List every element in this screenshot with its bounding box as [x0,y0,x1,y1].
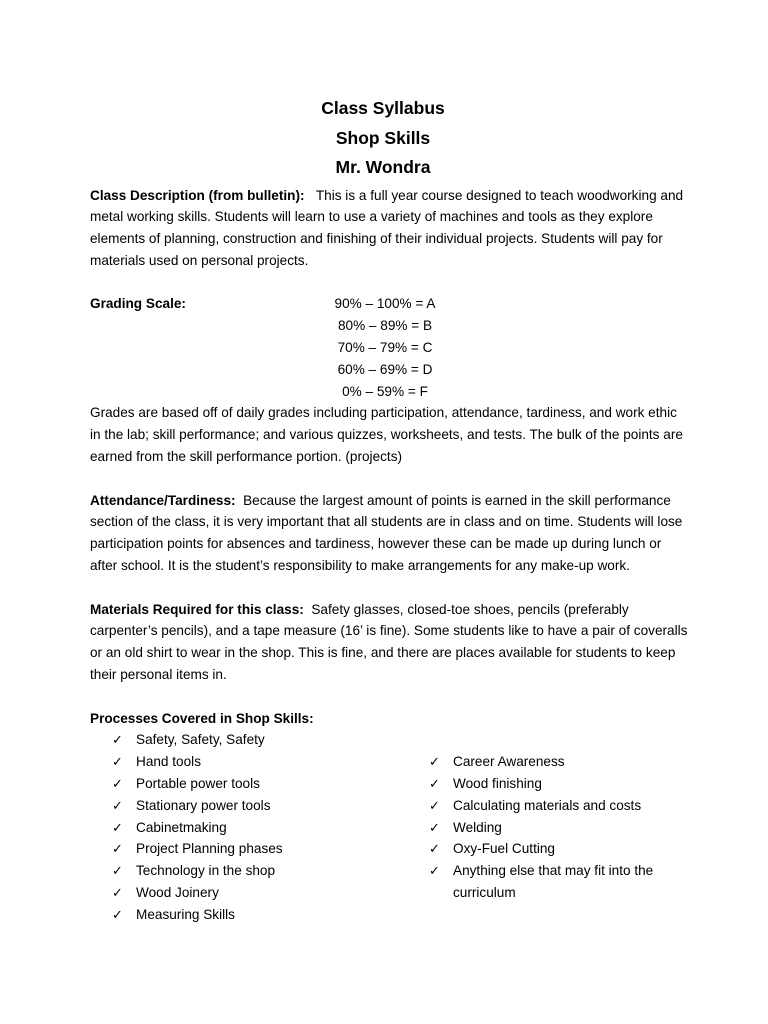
grade-row-a: 90% – 100% = A [334,296,436,312]
spacer [90,686,690,708]
document-title: Class Syllabus [321,98,445,118]
list-item-label: Career Awareness [453,754,565,770]
spacer [90,272,690,294]
list-item-label: Hand tools [136,754,201,770]
materials-section [90,599,690,686]
list-item-label: Technology in the shop [136,863,276,879]
attendance-label: Attendance/Tardiness: [90,492,236,508]
grading-scale-label: Grading Scale: [90,296,186,312]
list-item [429,838,689,860]
checkmark-icon: ✓ [112,885,123,901]
list-item [112,860,402,882]
list-item [112,729,402,751]
checkmark-icon: ✓ [112,863,123,879]
list-item [112,838,402,860]
syllabus-page [90,94,690,949]
grade-row-c: 70% – 79% = C [337,340,433,356]
list-item [429,751,689,773]
checkmark-icon: ✓ [429,841,440,857]
list-item [112,773,402,795]
processes-right-column [429,751,689,904]
checkmark-icon: ✓ [112,732,123,748]
checkmark-icon: ✓ [429,797,440,813]
list-item-label: Welding [453,819,502,835]
list-item [112,795,402,817]
class-description [90,185,690,272]
class-description-label: Class Description (from bulletin): [90,187,305,203]
list-item [112,817,402,839]
list-item [112,882,402,904]
grading-text: Grades are based off of daily grades including participation, attendance, tardiness, and work ethic in the lab; skill performance; and various quizzes, worksheets, and tests. The bulk of the points are earned from the skill performance portion. (projects) [90,405,683,465]
list-item-label: Wood finishing [453,776,542,792]
list-item-label: Safety, Safety, Safety [136,732,265,748]
course-name: Shop Skills [335,127,431,148]
list-item-label: Oxy-Fuel Cutting [453,841,555,857]
checkmark-icon: ✓ [112,906,123,922]
checkmark-icon: ✓ [112,797,123,813]
checkmark-icon: ✓ [112,819,123,835]
attendance-section [90,490,690,577]
processes-left-column [112,729,402,925]
checkmark-icon: ✓ [429,819,440,835]
checkmark-icon: ✓ [112,754,123,770]
grade-row-f: 0% – 59% = F [342,383,428,399]
list-item-label: Stationary power tools [136,797,271,813]
processes-list [90,729,690,949]
checkmark-icon: ✓ [112,841,123,857]
list-item [112,751,402,773]
list-item-label: Portable power tools [136,776,260,792]
grade-row-d: 60% – 69% = D [337,361,433,377]
list-item-label: Measuring Skills [136,906,235,922]
list-item [112,904,402,926]
list-item-label: Project Planning phases [136,841,283,857]
processes-label: Processes Covered in Shop Skills: [90,710,314,726]
spacer [90,577,690,599]
checkmark-icon: ✓ [429,863,440,879]
materials-label: Materials Required for this class: [90,601,304,617]
instructor-name: Mr. Wondra [335,157,431,177]
list-item [429,817,689,839]
materials-text: Safety glasses, closed-toe shoes, pencils (preferably carpenter’s pencils), and a tape measure (16’ is fine). Some students like to have a pair of coveralls or an old shirt to wear in the shop. This is fine, and there are places available for students to keep their personal items in. [90,601,688,683]
grade-list [320,293,450,402]
spacer [90,468,690,490]
list-item-label: Wood Joinery [136,885,219,901]
checkmark-icon: ✓ [429,754,440,770]
attendance-text: Because the largest amount of points is earned in the skill performance section of the class, it is very important that all students are in class and on time. Students will lose participation points for absences and tardiness, however these can be made up during lunch or after school. It is the student’s responsibility to make arrangements for any make-up work. [90,492,683,574]
list-item-label: Anything else that may fit into the curriculum [453,863,654,901]
class-description-text: This is a full year course designed to teach woodworking and metal working skills. Students will learn to use a variety of machines and tools as they explore elements of planning, construction and finishing of their individual projects. Students will pay for materials used on personal projects. [90,187,684,268]
list-item [429,860,689,904]
checkmark-icon: ✓ [112,776,123,792]
checkmark-icon: ✓ [429,776,440,792]
title-block [76,94,690,183]
grading-scale [90,293,690,402]
list-item-label: Cabinetmaking [136,819,227,835]
grade-row-b: 80% – 89% = B [337,318,433,334]
list-item [429,795,689,817]
list-item-label: Calculating materials and costs [453,797,642,813]
list-item [429,773,689,795]
